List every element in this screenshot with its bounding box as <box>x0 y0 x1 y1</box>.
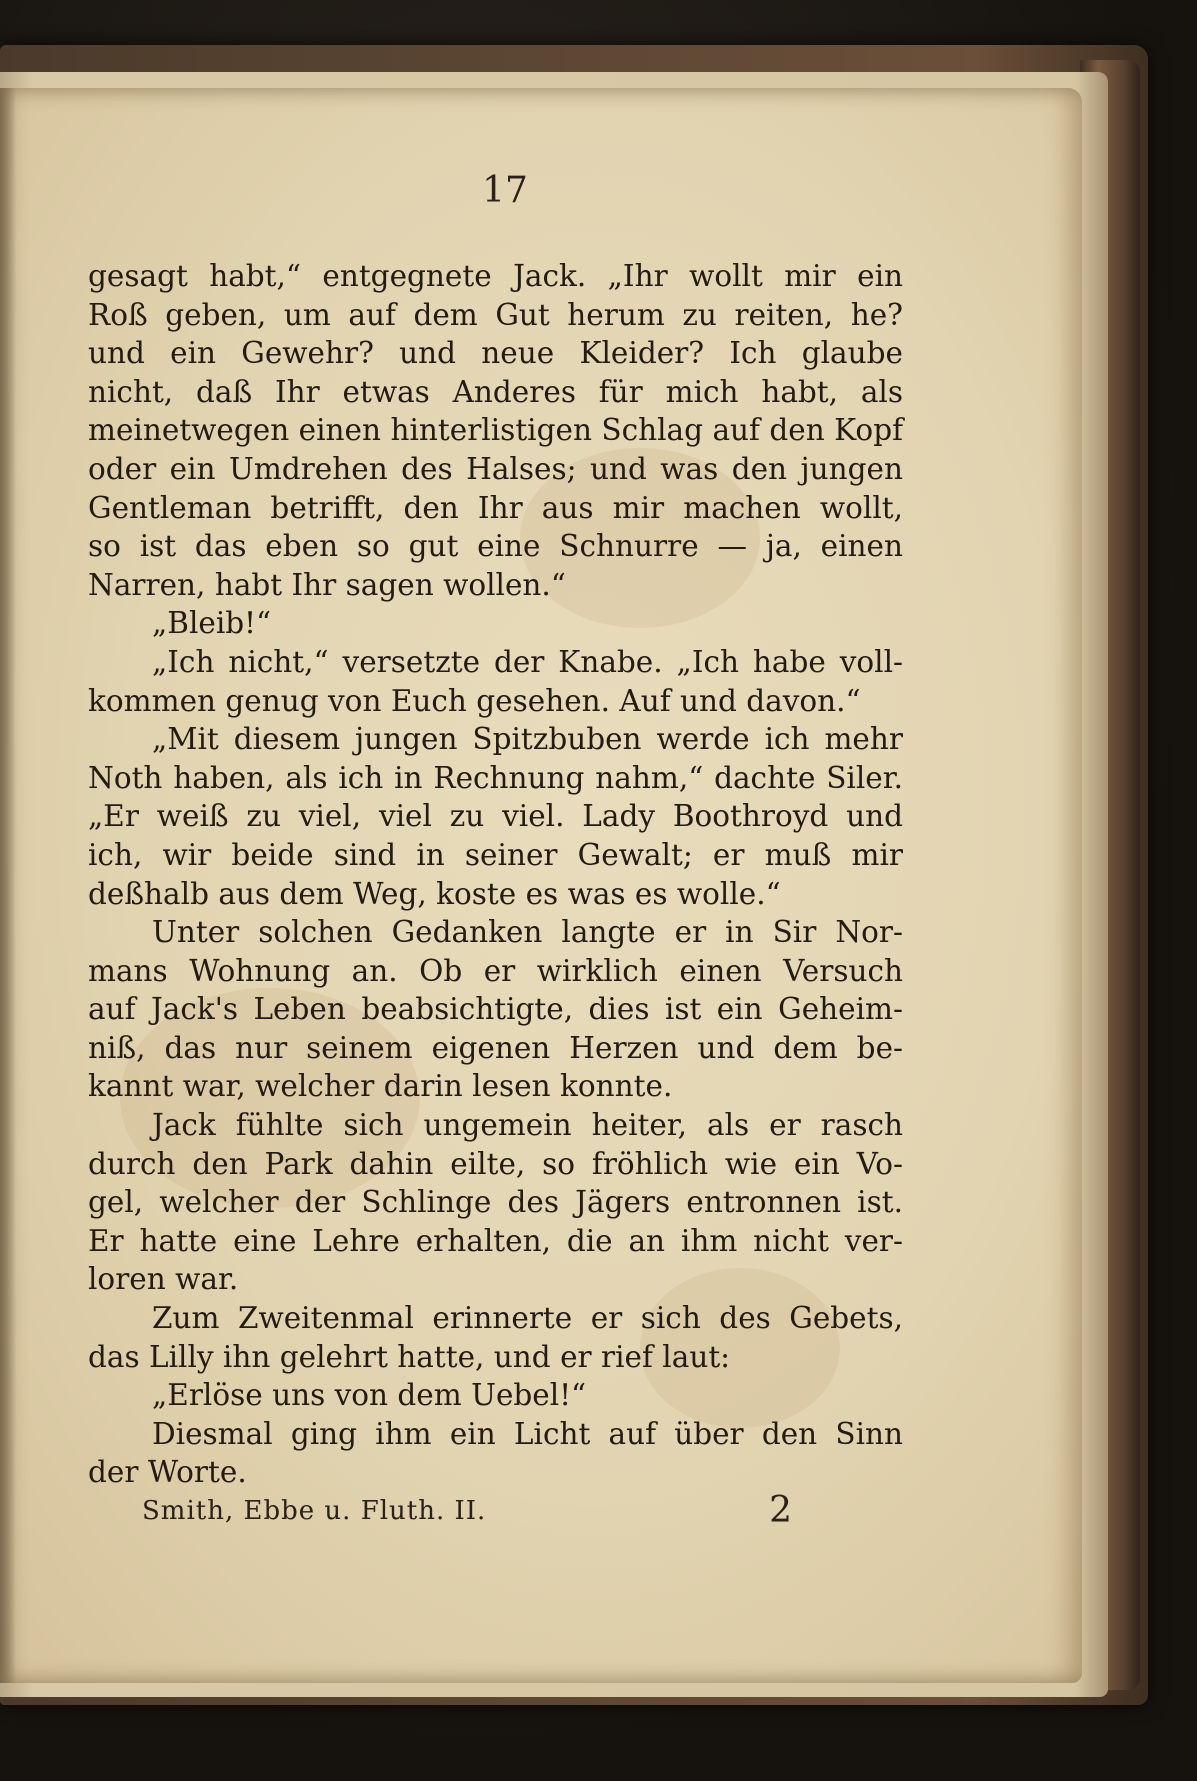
text-line: niß, das nur seinem eigenen Herzen und dem be- <box>88 1030 903 1065</box>
text-line: Narren, habt Ihr sagen wollen.“ <box>88 567 566 602</box>
text-line: Gentleman betrifft, den Ihr aus mir machen wollt, <box>88 490 903 525</box>
body-text <box>88 257 903 1492</box>
text-line: gel, welcher der Schlinge des Jägers entronnen ist. <box>88 1185 903 1220</box>
text-line: Unter solchen Gedanken langte er in Sir Nor- <box>152 915 903 950</box>
text-line: nicht, daß Ihr etwas Anderes für mich habt, als <box>88 374 903 409</box>
text-line: deßhalb aus dem Weg, koste es was es wolle.“ <box>88 876 781 911</box>
text-line: Zum Zweitenmal erinnerte er sich des Gebets, <box>152 1301 903 1336</box>
text-line: mans Wohnung an. Ob er wirklich einen Versuch <box>88 953 903 988</box>
text-line: so ist das eben so gut eine Schnurre — ja, einen <box>88 529 903 564</box>
text-line: „Ich nicht,“ versetzte der Knabe. „Ich habe voll- <box>152 644 903 679</box>
page-gutter <box>0 88 16 1683</box>
text-line: Noth haben, als ich in Rechnung nahm,“ dachte Siler. <box>88 760 903 795</box>
text-line: „Bleib!“ <box>152 606 272 641</box>
page-number: 17 <box>482 170 528 211</box>
text-line: meinetwegen einen hinterlistigen Schlag auf den Kopf <box>88 413 903 448</box>
text-line: oder ein Umdrehen des Halses; und was den jungen <box>88 451 903 486</box>
text-line: „Mit diesem jungen Spitzbuben werde ich mehr <box>152 722 903 757</box>
text-line: kannt war, welcher darin lesen konnte. <box>88 1069 673 1104</box>
text-line: loren war. <box>88 1262 239 1297</box>
text-line: der Worte. <box>88 1455 247 1490</box>
printer-signature: Smith, Ebbe u. Fluth. II. <box>142 1496 487 1526</box>
text-line: das Lilly ihn gelehrt hatte, und er rief laut: <box>88 1339 731 1374</box>
text-line: Roß geben, um auf dem Gut herum zu reiten, he? <box>88 297 903 332</box>
text-line: und ein Gewehr? und neue Kleider? Ich glaube <box>88 336 903 371</box>
text-line: Jack fühlte sich ungemein heiter, als er rasch <box>152 1108 903 1143</box>
text-line: kommen genug von Euch gesehen. Auf und davon.“ <box>88 683 861 718</box>
text-line: auf Jack's Leben beabsichtigte, dies ist ein Geheim- <box>88 992 903 1027</box>
text-line: durch den Park dahin eilte, so fröhlich wie ein Vo- <box>88 1146 903 1181</box>
text-line: „Er weiß zu viel, viel zu viel. Lady Boothroyd und <box>88 799 903 834</box>
text-line: „Erlöse uns von dem Uebel!“ <box>152 1378 587 1413</box>
text-line: gesagt habt,“ entgegnete Jack. „Ihr wollt mir ein <box>88 259 903 293</box>
sheet-number: 2 <box>769 1490 792 1531</box>
text-line: ich, wir beide sind in seiner Gewalt; er muß mir <box>88 837 903 872</box>
text-line: Diesmal ging ihm ein Licht auf über den Sinn <box>152 1416 903 1451</box>
text-line: Er hatte eine Lehre erhalten, die an ihm nicht ver- <box>88 1223 903 1258</box>
